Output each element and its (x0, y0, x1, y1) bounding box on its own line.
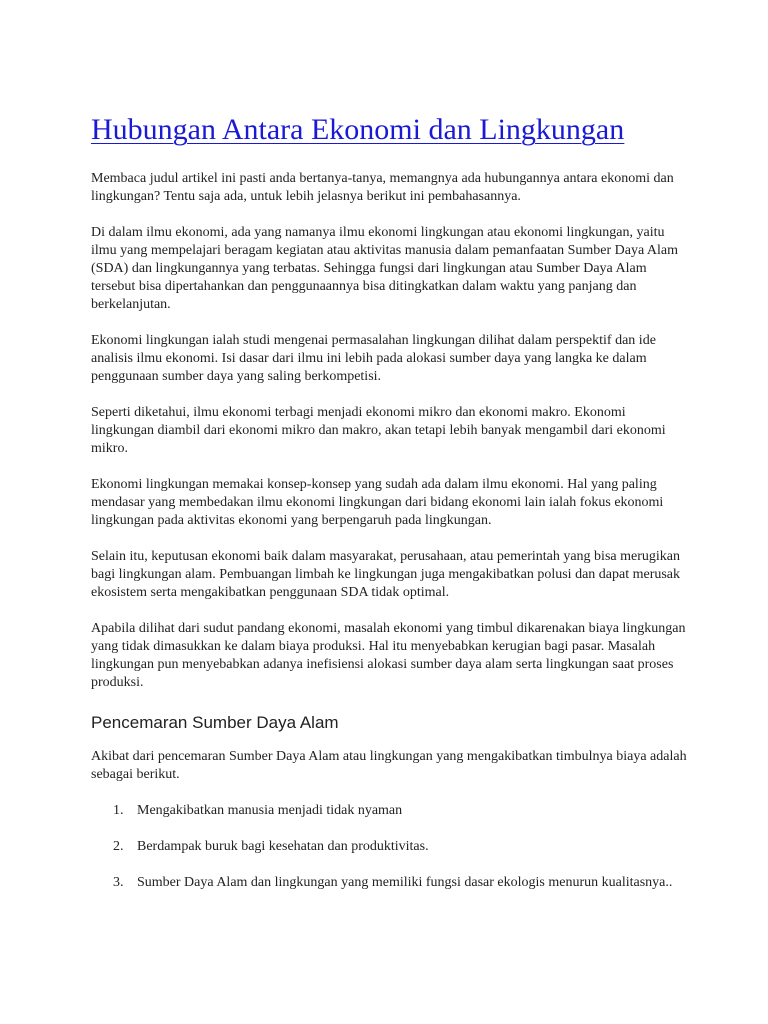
paragraph-viewpoint: Apabila dilihat dari sudut pandang ekonomi, masalah ekonomi yang timbul dikarenakan biaya lingkungan yang tidak dimasukkan ke dalam biaya produksi. Hal itu menyebabkan kerugian bagi pasar. Masalah lingkungan pun menyebabkan adanya inefisiensi alokasi sumber daya alam serta lingkungan saat proses produksi. (91, 621, 686, 690)
paragraph-intro: Membaca judul artikel ini pasti anda bertanya-tanya, memangnya ada hubungannya antara ekonomi dan lingkungan? Tentu saja ada, untuk lebih jelasnya berikut ini pembahasannya. (91, 171, 674, 204)
paragraph-study: Ekonomi lingkungan ialah studi mengenai permasalahan lingkungan dilihat dalam perspektif dan ide analisis ilmu ekonomi. Isi dasar dari ilmu ini lebih pada alokasi sumber daya yang langka ke dalam penggunaan sumber daya yang saling berkompetisi. (91, 333, 656, 384)
list-item-text: Berdampak buruk bagi kesehatan dan produktivitas. (137, 839, 429, 854)
section-heading: Pencemaran Sumber Daya Alam (91, 713, 339, 732)
list-item (91, 874, 691, 892)
effects-list (91, 802, 691, 892)
list-item-number: 1. (113, 803, 124, 818)
list-item-number: 3. (113, 875, 124, 890)
paragraph-concepts: Ekonomi lingkungan memakai konsep-konsep yang sudah ada dalam ilmu ekonomi. Hal yang paling mendasar yang membedakan ilmu ekonomi lingkungan dari bidang ekonomi lain ialah fokus ekonomi lingkungan pada aktivitas ekonomi yang berpengaruh pada lingkungan. (91, 477, 664, 528)
list-item (91, 838, 691, 856)
paragraph-micro-macro: Seperti diketahui, ilmu ekonomi terbagi menjadi ekonomi mikro dan ekonomi makro. Ekonomi lingkungan diambil dari ekonomi mikro dan makro, akan tetapi lebih banyak mengambil dari ekonomi mikro. (91, 405, 666, 456)
page-title[interactable] (91, 112, 691, 148)
title-link[interactable]: Hubungan Antara Ekonomi dan Lingkungan (91, 113, 625, 146)
document-page (91, 112, 691, 910)
paragraph-list-intro: Akibat dari pencemaran Sumber Daya Alam atau lingkungan yang mengakibatkan timbulnya biaya adalah sebagai berikut. (91, 749, 687, 782)
paragraph-decisions: Selain itu, keputusan ekonomi baik dalam masyarakat, perusahaan, atau pemerintah yang bisa merugikan bagi lingkungan alam. Pembuangan limbah ke lingkungan juga mengakibatkan polusi dan dapat merusak ekosistem serta mengakibatkan penggunaan SDA tidak optimal. (91, 549, 681, 600)
paragraph-definition: Di dalam ilmu ekonomi, ada yang namanya ilmu ekonomi lingkungan atau ekonomi lingkungan, yaitu ilmu yang mempelajari beragam kegiatan atau aktivitas manusia dalam pemanfaatan Sumber Daya Alam (SDA) dan lingkungannya yang terbatas. Sehingga fungsi dari lingkungan atau Sumber Daya Alam tersebut bisa dipertahankan dan penggunaannya bisa ditingkatkan dalam waktu yang panjang dan berkelanjutan. (91, 225, 679, 312)
list-item (91, 802, 691, 820)
list-item-text: Sumber Daya Alam dan lingkungan yang memiliki fungsi dasar ekologis menurun kualitasnya.. (137, 875, 673, 890)
list-item-text: Mengakibatkan manusia menjadi tidak nyaman (137, 803, 403, 818)
list-item-number: 2. (113, 839, 124, 854)
